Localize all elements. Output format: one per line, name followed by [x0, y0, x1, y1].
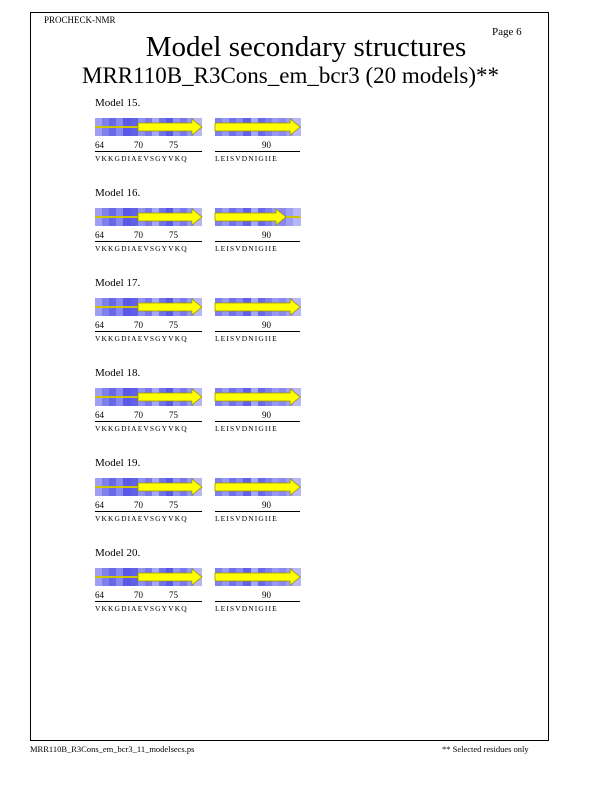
strand-track	[95, 478, 202, 496]
coil-line	[95, 396, 138, 398]
page-subtitle: MRR110B_R3Cons_em_bcr3 (20 models)**	[82, 63, 499, 88]
strand-arrow	[138, 568, 202, 586]
sequence-rule	[215, 511, 300, 512]
sequence-rule	[215, 151, 300, 152]
residue-number-tick: 90	[262, 590, 271, 600]
strand-track	[95, 388, 202, 406]
model-label: Model 15.	[95, 97, 141, 109]
residue-sequence: VKKGDIAEVSGYVKQ	[95, 334, 188, 343]
model-block	[0, 547, 320, 627]
sequence-rule	[95, 421, 202, 422]
residue-number-tick: 90	[262, 500, 271, 510]
sequence-rule	[215, 241, 300, 242]
residue-number-tick: 70	[134, 590, 143, 600]
strand-arrow	[215, 568, 300, 586]
residue-number-tick: 90	[262, 410, 271, 420]
residue-number-tick: 75	[169, 140, 178, 150]
residue-number-tick: 90	[262, 140, 271, 150]
residue-sequence: LEISVDNIGIIE	[215, 514, 278, 523]
residue-sequence: LEISVDNIGIIE	[215, 604, 278, 613]
strand-track	[215, 208, 300, 226]
residue-number-tick: 90	[262, 230, 271, 240]
residue-number-tick: 64	[95, 500, 104, 510]
coil-line	[95, 306, 138, 308]
strand-arrow	[215, 388, 300, 406]
sequence-rule	[95, 241, 202, 242]
residue-number-tick: 75	[169, 500, 178, 510]
strand-arrow	[138, 388, 202, 406]
residue-number-tick: 75	[169, 320, 178, 330]
model-label: Model 19.	[95, 457, 141, 469]
sequence-rule	[95, 601, 202, 602]
residue-number-tick: 70	[134, 230, 143, 240]
strand-arrow	[138, 298, 202, 316]
residue-number-tick: 64	[95, 230, 104, 240]
residue-sequence: LEISVDNIGIIE	[215, 424, 278, 433]
strand-arrow	[138, 208, 202, 226]
residue-sequence: VKKGDIAEVSGYVKQ	[95, 424, 188, 433]
residue-sequence: VKKGDIAEVSGYVKQ	[95, 514, 188, 523]
residue-sequence: VKKGDIAEVSGYVKQ	[95, 244, 188, 253]
residue-number-tick: 75	[169, 590, 178, 600]
residue-sequence: LEISVDNIGIIE	[215, 334, 278, 343]
model-block	[0, 367, 320, 447]
program-name: PROCHECK-NMR	[44, 15, 116, 25]
strand-track	[215, 568, 300, 586]
sequence-rule	[215, 421, 300, 422]
strand-track	[215, 478, 300, 496]
residue-sequence: VKKGDIAEVSGYVKQ	[95, 154, 188, 163]
sequence-rule	[215, 601, 300, 602]
residue-number-tick: 70	[134, 320, 143, 330]
strand-track	[95, 298, 202, 316]
model-block	[0, 97, 320, 177]
model-label: Model 17.	[95, 277, 141, 289]
residue-number-tick: 64	[95, 410, 104, 420]
model-block	[0, 277, 320, 357]
residue-number-tick: 64	[95, 320, 104, 330]
residue-number-tick: 90	[262, 320, 271, 330]
residue-sequence: VKKGDIAEVSGYVKQ	[95, 604, 188, 613]
strand-track	[215, 118, 300, 136]
residue-number-tick: 70	[134, 410, 143, 420]
page-number: Page 6	[492, 26, 522, 38]
page-title: Model secondary structures	[145, 31, 467, 63]
coil-line	[95, 576, 138, 578]
sequence-rule	[215, 331, 300, 332]
strand-track	[95, 118, 202, 136]
strand-track	[95, 568, 202, 586]
residue-number-tick: 70	[134, 140, 143, 150]
model-block	[0, 457, 320, 537]
strand-arrow	[215, 298, 300, 316]
coil-line	[95, 216, 138, 218]
strand-arrow	[215, 478, 300, 496]
strand-track	[95, 208, 202, 226]
strand-track	[215, 298, 300, 316]
coil-line	[286, 216, 300, 218]
footer-note: ** Selected residues only	[442, 744, 529, 754]
residue-number-tick: 75	[169, 230, 178, 240]
sequence-rule	[95, 151, 202, 152]
residue-sequence: LEISVDNIGIIE	[215, 244, 278, 253]
residue-number-tick: 75	[169, 410, 178, 420]
footer-filename: MRR110B_R3Cons_em_bcr3_11_modelsecs.ps	[30, 744, 195, 754]
model-block	[0, 187, 320, 267]
coil-line	[95, 486, 138, 488]
sequence-rule	[95, 331, 202, 332]
coil-line	[95, 126, 138, 128]
sequence-rule	[95, 511, 202, 512]
residue-number-tick: 64	[95, 590, 104, 600]
model-label: Model 20.	[95, 547, 141, 559]
strand-arrow	[215, 118, 300, 136]
residue-sequence: LEISVDNIGIIE	[215, 154, 278, 163]
strand-arrow	[138, 478, 202, 496]
residue-number-tick: 70	[134, 500, 143, 510]
strand-arrow	[215, 208, 286, 226]
model-label: Model 16.	[95, 187, 141, 199]
strand-arrow	[138, 118, 202, 136]
residue-number-tick: 64	[95, 140, 104, 150]
model-label: Model 18.	[95, 367, 141, 379]
strand-track	[215, 388, 300, 406]
